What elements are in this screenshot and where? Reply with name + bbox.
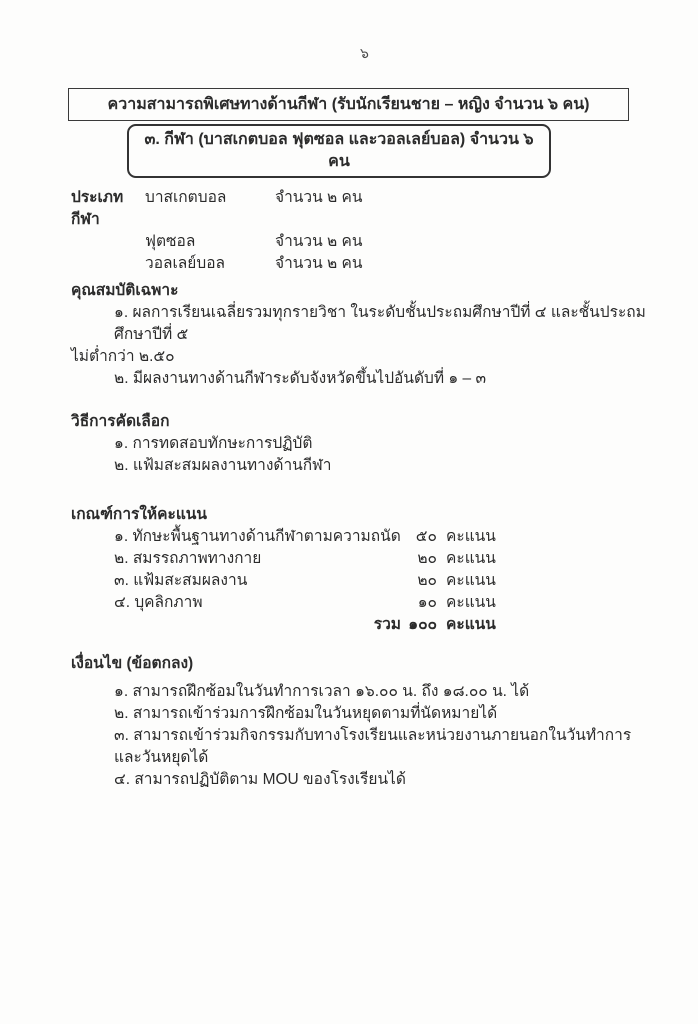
scoring-row <box>71 548 658 570</box>
scoring-row <box>71 526 658 548</box>
sport-row <box>71 231 658 253</box>
selection-method-section <box>71 411 658 477</box>
selection-method-item: ๒. แฟ้มสะสมผลงานทางด้านกีฬา <box>114 457 332 474</box>
scoring-section <box>71 504 658 636</box>
scoring-total-label: รวม <box>373 616 401 633</box>
scoring-item: ๑. ทักษะพื้นฐานทางด้านกีฬาตามความถนัด <box>114 528 401 545</box>
selection-method-heading: วิธีการคัดเลือก <box>71 413 170 430</box>
scoring-heading: เกณฑ์การให้คะแนน <box>71 506 208 523</box>
sport-types-label-spacer <box>71 253 145 275</box>
page-number: ๖ <box>360 45 369 61</box>
sport-name: วอลเลย์บอล <box>145 255 226 272</box>
scoring-unit: คะแนน <box>446 528 496 545</box>
sport-types-label: ประเภทกีฬา <box>71 189 124 228</box>
conditions-section <box>71 653 658 791</box>
scoring-value: ๕๐ <box>415 528 437 545</box>
condition-item: ๒. สามารถเข้าร่วมการฝึกซ้อมในวันหยุดตามที่นัดหมายได้ <box>114 705 498 722</box>
scoring-item: ๓. แฟ้มสะสมผลงาน <box>114 572 248 589</box>
scoring-total-value: ๑๐๐ <box>408 616 437 633</box>
qualification-item: ๑. ผลการเรียนเฉลี่ยรวมทุกรายวิชา ในระดับชั้นประถมศึกษาปีที่ ๔ และชั้นประถมศึกษาปีที่ ๕ <box>114 304 646 343</box>
subtitle-box: ๓. กีฬา (บาสเกตบอล ฟุตซอล และวอลเลย์บอล) จำนวน ๖ คน <box>127 124 551 178</box>
sport-row <box>71 187 658 231</box>
sport-name: ฟุตซอล <box>145 233 196 250</box>
qualification-item: ๒. มีผลงานทางด้านกีฬาระดับจังหวัดขึ้นไปอันดับที่ ๑ – ๓ <box>114 370 487 387</box>
scoring-row <box>71 592 658 614</box>
scoring-total-row <box>71 614 658 636</box>
condition-item: ๑. สามารถฝึกซ้อมในวันทำการเวลา ๑๖.๐๐ น. ถึง ๑๘.๐๐ น. ได้ <box>114 683 530 700</box>
qualification-item-continuation: ไม่ต่ำกว่า ๒.๕๐ <box>71 348 175 365</box>
scoring-value: ๑๐ <box>417 594 437 611</box>
condition-item: ๓. สามารถเข้าร่วมกิจกรรมกับทางโรงเรียนและหน่วยงานภายนอกในวันทำการและวันหยุดได้ <box>114 727 632 766</box>
sport-types-section <box>71 187 658 275</box>
scoring-item: ๒. สมรรถภาพทางกาย <box>114 550 262 567</box>
sport-count: จำนวน ๒ คน <box>275 233 363 250</box>
scoring-value: ๒๐ <box>417 572 437 589</box>
selection-method-item: ๑. การทดสอบทักษะการปฏิบัติ <box>114 435 313 452</box>
sport-count: จำนวน ๒ คน <box>275 189 363 206</box>
conditions-list <box>71 681 658 791</box>
scoring-item: ๔. บุคลิกภาพ <box>114 594 203 611</box>
scoring-total-unit: คะแนน <box>446 616 496 633</box>
qualifications-heading: คุณสมบัติเฉพาะ <box>71 282 179 299</box>
scoring-row <box>71 570 658 592</box>
qualifications-section <box>71 280 658 390</box>
scoring-unit: คะแนน <box>446 550 496 567</box>
scoring-unit: คะแนน <box>446 594 496 611</box>
scoring-value: ๒๐ <box>417 550 437 567</box>
sport-name: บาสเกตบอล <box>145 189 227 206</box>
scoring-unit: คะแนน <box>446 572 496 589</box>
condition-item: ๔. สามารถปฏิบัติตาม MOU ของโรงเรียนได้ <box>114 771 406 788</box>
title-box: ความสามารถพิเศษทางด้านกีฬา (รับนักเรียนชาย – หญิง จำนวน ๖ คน) <box>68 88 629 121</box>
conditions-heading: เงื่อนไข (ข้อตกลง) <box>71 655 194 672</box>
sport-row <box>71 253 658 275</box>
sport-count: จำนวน ๒ คน <box>275 255 363 272</box>
sport-types-label-spacer <box>71 231 145 253</box>
